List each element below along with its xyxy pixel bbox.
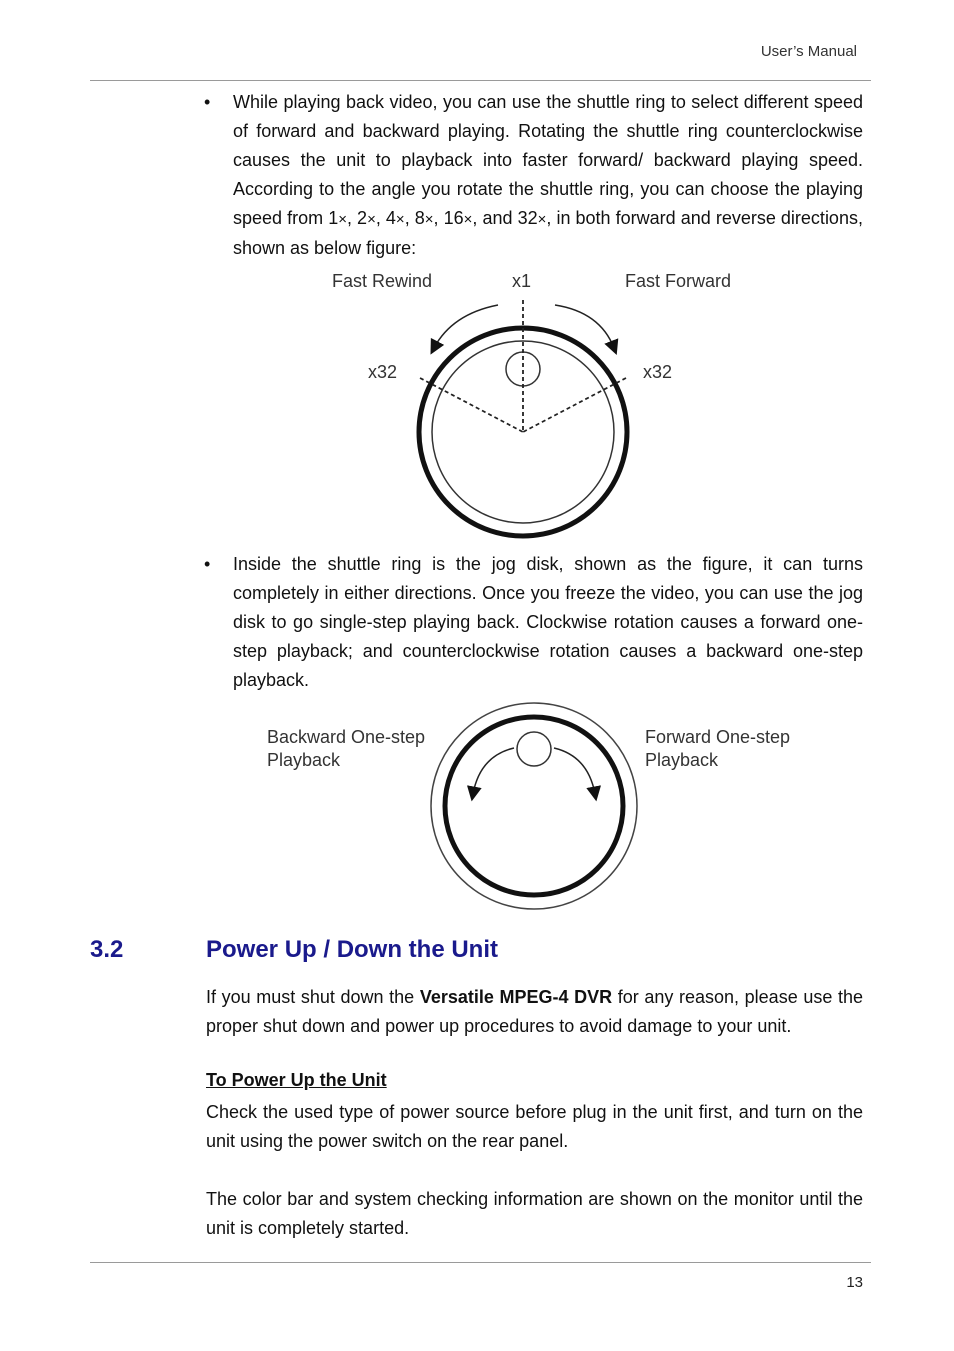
section-number: 3.2 [90, 936, 124, 963]
forward-arrow [555, 305, 614, 348]
speed-value: 2 [357, 208, 368, 228]
times-symbol: × [463, 211, 473, 228]
speed-value: 32 [517, 208, 538, 228]
shuttle-ring-diagram [330, 262, 740, 544]
backward-arrow [473, 748, 514, 794]
color-bar-paragraph: The color bar and system checking information are shown on the monitor until the unit is completely started. [206, 1189, 863, 1238]
shuttle-ring-figure [330, 262, 740, 544]
speed-separator: , [375, 208, 386, 228]
bullet-jog-disk [204, 550, 863, 695]
bullet-jog-text: Inside the shuttle ring is the jog disk, shown as the figure, it can turns completely in either directions. Once you freeze the video, you can use the jog disk to go single-step playing back. Clockwise rotation causes a forward one-step playback; and counterclockwise rotation causes a backward one-step playback. [233, 554, 863, 690]
running-header: User’s Manual [760, 43, 857, 60]
bullet-marker: • [204, 554, 211, 574]
forward-label-line1: Forward One-step [645, 727, 791, 747]
speed-value: 8 [414, 208, 425, 228]
fast-forward-label: Fast Forward [625, 271, 732, 291]
section-title: Power Up / Down the Unit [206, 936, 498, 963]
times-symbol: × [537, 211, 547, 228]
speed-separator: , [404, 208, 415, 228]
fast-rewind-label: Fast Rewind [332, 271, 433, 291]
left-x32-label: x32 [368, 362, 398, 382]
bullet-shuttle-ring [204, 88, 863, 263]
product-name: Versatile MPEG-4 DVR [419, 987, 613, 1007]
shuttle-text-end: , in both forward and reverse directions, shown as below figure: [233, 208, 863, 258]
right-x32-label: x32 [643, 362, 673, 382]
times-symbol: × [367, 211, 376, 228]
speed-separator: , and [472, 208, 518, 228]
speed-separator: , [433, 208, 444, 228]
jog-disk-figure [262, 700, 807, 918]
times-symbol: × [395, 211, 405, 228]
x1-label: x1 [512, 271, 532, 291]
footer-rule [90, 1262, 871, 1263]
backward-label-line1: Backward One-step [267, 727, 426, 747]
header-rule [90, 80, 871, 81]
intro-text-end: for any reason, please use the proper shut down and power up procedures to avoid damage to your unit. [206, 987, 863, 1036]
jog-knob [517, 732, 551, 766]
power-up-paragraph: Check the used type of power source before plug in the unit first, and turn on the unit using the power switch on the rear panel. [206, 1102, 863, 1151]
shuttle-text-start: While playing back video, you can use the shuttle ring to select different speed of forward and backward playing. Rotating the shuttle ring counterclockwise causes the unit to playback into faster forward/ backward playing speed. According to the angle you rotate the shuttle ring, you can choose the playing speed from [233, 92, 863, 228]
intro-text-start: If you must shut down the [206, 987, 420, 1007]
page-number: 13 [846, 1274, 863, 1291]
speed-list [328, 208, 546, 228]
section-intro [206, 983, 863, 1041]
bullet-marker: • [204, 92, 211, 112]
speed-value: 4 [385, 208, 396, 228]
forward-label-line2: Playback [645, 750, 719, 770]
speed-value: 16 [443, 208, 464, 228]
power-up-subheading: To Power Up the Unit [206, 1070, 387, 1090]
times-symbol: × [338, 211, 347, 228]
bullet-shuttle-text [233, 88, 863, 263]
times-symbol: × [424, 211, 434, 228]
rewind-arrow [434, 305, 498, 348]
speed-separator: , [346, 208, 358, 228]
backward-label-line2: Playback [267, 750, 341, 770]
forward-step-arrow [554, 748, 595, 794]
speed-value: 1 [328, 208, 339, 228]
